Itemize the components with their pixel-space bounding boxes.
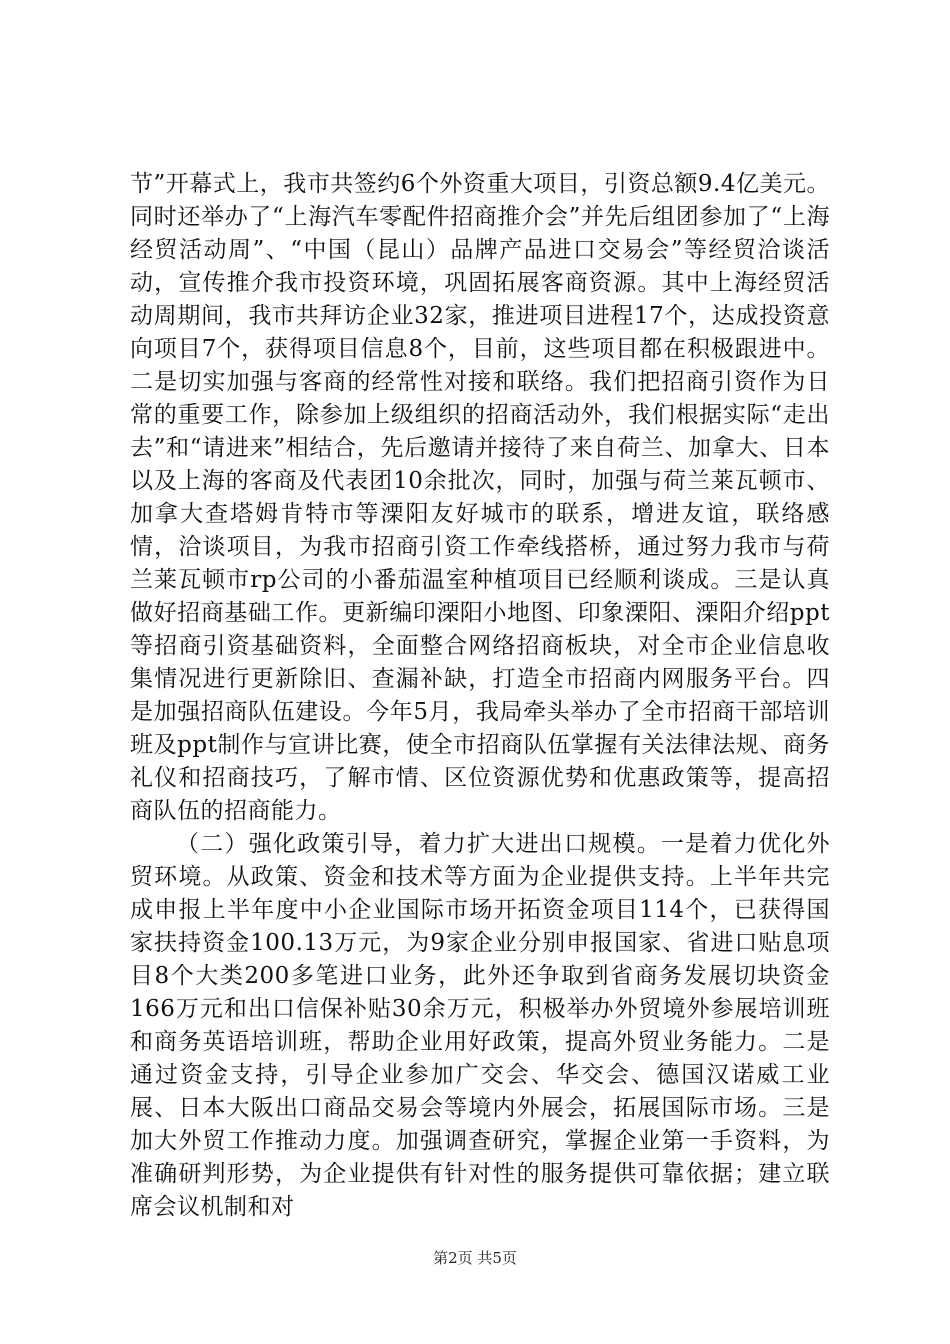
- document-body: [130, 168, 830, 1224]
- paragraph-1: 节”开幕式上，我市共签约6个外资重大项目，引资总额9.4亿美元。同时还举办了“上海汽车零配件招商推介会”并先后组团参加了“上海经贸活动周”、“中国（昆山）品牌产品进口交易会”等经贸洽谈活动，宣传推介我市投资环境，巩固拓展客商资源。其中上海经贸活动周期间，我市共拜访企业32家，推进项目进程17个，达成投资意向项目7个，获得项目信息8个，目前，这些项目都在积极跟进中。二是切实加强与客商的经常性对接和联络。我们把招商引资作为日常的重要工作，除参加上级组织的招商活动外，我们根据实际“走出去”和“请进来”相结合，先后邀请并接待了来自荷兰、加拿大、日本以及上海的客商及代表团10余批次，同时，加强与荷兰莱瓦顿市、加拿大查塔姆肯特市等溧阳友好城市的联系，增进友谊，联络感情，洽谈项目，为我市招商引资工作牵线搭桥，通过努力我市与荷兰莱瓦顿市rp公司的小番茄温室种植项目已经顺利谈成。三是认真做好招商基础工作。更新编印溧阳小地图、印象溧阳、溧阳介绍ppt等招商引资基础资料，全面整合网络招商板块，对全市企业信息收集情况进行更新除旧、查漏补缺，打造全市招商内网服务平台。四是加强招商队伍建设。今年5月，我局牵头举办了全市招商干部培训班及ppt制作与宣讲比赛，使全市招商队伍掌握有关法律法规、商务礼仪和招商技巧，了解市情、区位资源优势和优惠政策等，提高招商队伍的招商能力。: [130, 171, 830, 824]
- paragraph-2: （二）强化政策引导，着力扩大进出口规模。一是着力优化外贸环境。从政策、资金和技术等方面为企业提供支持。上半年共完成申报上半年度中小企业国际市场开拓资金项目114个，已获得国家扶持资金100.13万元，为9家企业分别申报国家、省进口贴息项目8个大类200多笔进口业务，此外还争取到省商务发展切块资金166万元和出口信保补贴30余万元，积极举办外贸境外参展培训班和商务英语培训班，帮助企业用好政策，提高外贸业务能力。二是通过资金支持，引导企业参加广交会、华交会、德国汉诺威工业展、日本大阪出口商品交易会等境内外展会，拓展国际市场。三是加大外贸工作推动力度。加强调查研究，掌握企业第一手资料，为准确研判形势，为企业提供有针对性的服务提供可靠依据；建立联席会议机制和对: [130, 831, 830, 1220]
- page-number-footer: 第2页 共5页: [433, 1249, 517, 1267]
